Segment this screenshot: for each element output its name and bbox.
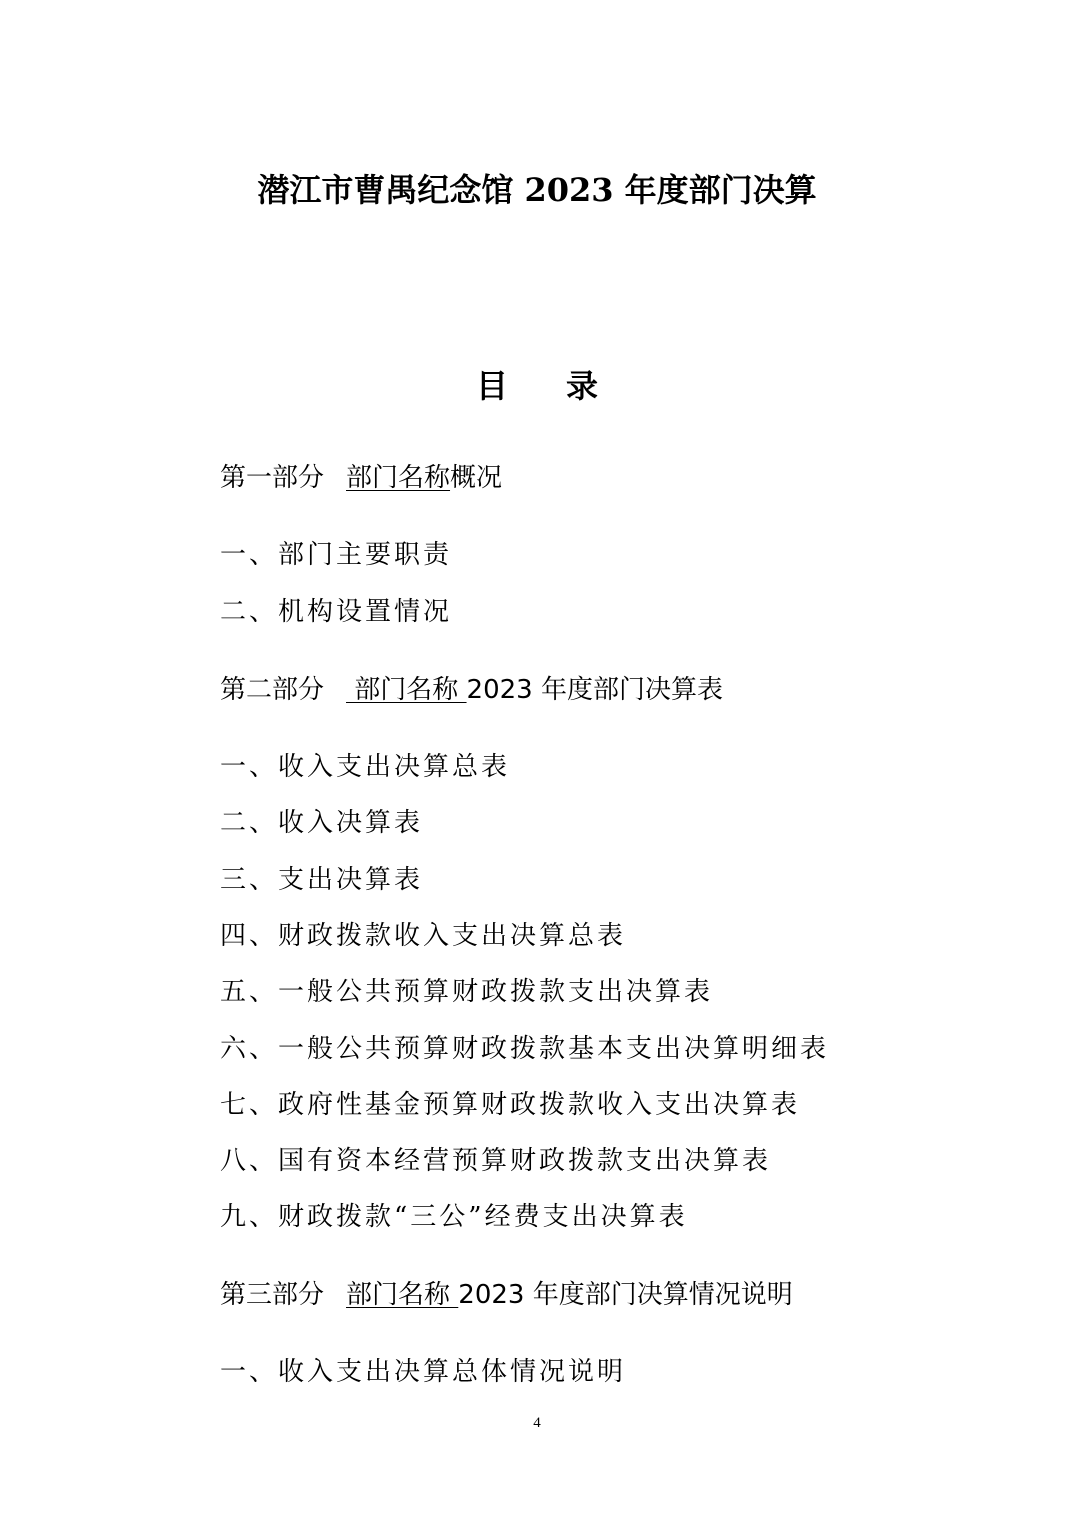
toc-item[interactable]: 七、政府性基金预算财政拨款收入支出决算表 [220,1090,801,1120]
toc-item[interactable]: 二、收入决算表 [220,808,424,838]
toc-part-2[interactable] [220,670,723,710]
part-2-label: 第二部分 [220,675,325,705]
toc-item[interactable]: 一、收入支出决算总体情况说明 [220,1357,627,1387]
part-2-suffix: 2023 年度部门决算表 [466,675,723,705]
toc-part-3[interactable] [220,1275,793,1315]
toc-item[interactable]: 八、国有资本经营预算财政拨款支出决算表 [220,1146,772,1176]
part-2-name: 部门名称 [346,675,467,705]
part-3-label: 第三部分 [220,1280,325,1310]
toc-item[interactable]: 一、收入支出决算总表 [220,752,511,782]
toc-heading-right: 录 [566,367,599,405]
toc-item[interactable]: 五、一般公共预算财政拨款支出决算表 [220,977,714,1007]
toc-heading-left: 目 [475,367,508,405]
toc-item[interactable]: 六、一般公共预算财政拨款基本支出决算明细表 [220,1034,830,1064]
part-3-name: 部门名称 [346,1280,459,1310]
page-number: 4 [533,1415,541,1431]
toc-item[interactable]: 四、财政拨款收入支出决算总表 [220,921,627,951]
toc-part-1[interactable] [220,458,502,498]
toc-item[interactable]: 二、机构设置情况 [220,597,453,627]
part-1-suffix: 概况 [450,463,503,493]
toc-item[interactable]: 一、部门主要职责 [220,540,453,570]
toc-item[interactable]: 九、财政拨款“三公”经费支出决算表 [220,1202,688,1232]
toc-item[interactable]: 三、支出决算表 [220,865,424,895]
part-1-name: 部门名称 [346,463,451,493]
part-1-label: 第一部分 [220,463,325,493]
document-title: 潜江市曹禺纪念馆 2023 年度部门决算 [257,171,817,209]
part-3-suffix: 2023 年度部门决算情况说明 [458,1280,793,1310]
toc-heading [0,362,1074,410]
